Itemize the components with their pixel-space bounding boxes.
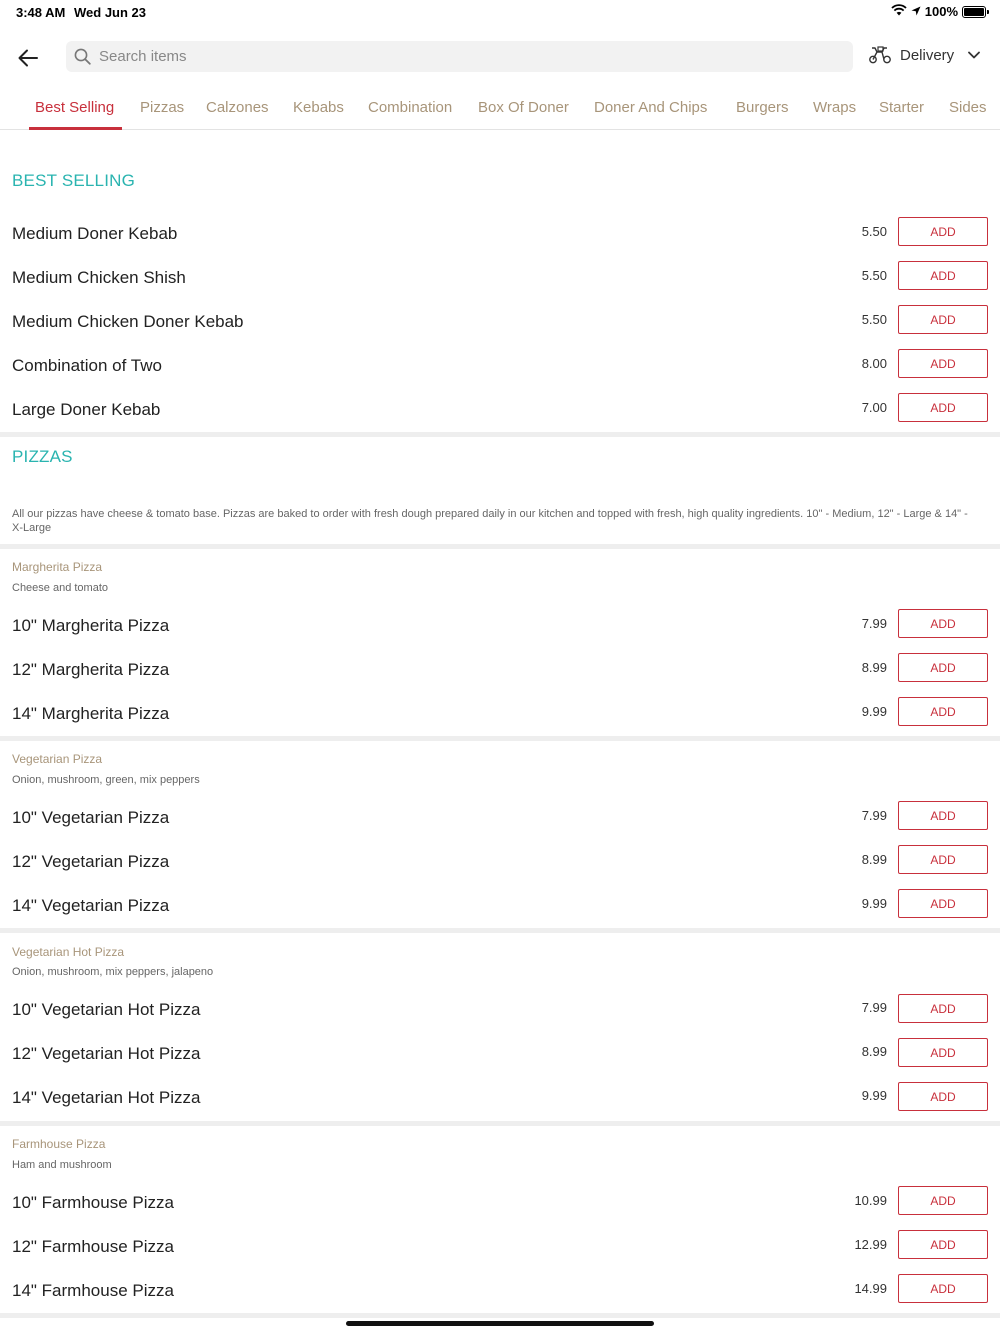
item-price: 5.50 [861, 268, 887, 283]
tab-pizzas[interactable]: Pizzas [140, 99, 185, 116]
delivery-label: Delivery [900, 46, 955, 64]
group-divider [0, 928, 1000, 933]
item-price: 7.00 [861, 400, 887, 415]
tab-starter[interactable]: Starter [879, 99, 925, 116]
item-name: 12" Farmhouse Pizza [12, 1237, 174, 1256]
group-subtitle: Onion, mushroom, mix peppers, jalapeno [12, 966, 214, 978]
item-name: 10" Margherita Pizza [12, 616, 170, 635]
item-name: 14" Farmhouse Pizza [12, 1281, 174, 1300]
add-button[interactable]: ADD [898, 801, 988, 830]
add-button[interactable]: ADD [898, 217, 988, 246]
tab-burgers[interactable]: Burgers [736, 99, 789, 116]
back-button[interactable] [14, 44, 42, 72]
active-tab-indicator [29, 127, 122, 130]
add-button[interactable]: ADD [898, 1230, 988, 1259]
group-subtitle: Ham and mushroom [12, 1159, 112, 1171]
item-name: 12" Vegetarian Pizza [12, 852, 170, 871]
add-button[interactable]: ADD [898, 994, 988, 1023]
tab-combination[interactable]: Combination [368, 99, 453, 116]
scooter-icon [868, 45, 892, 65]
tab-box-of-doner[interactable]: Box Of Doner [478, 99, 569, 116]
item-price: 5.50 [861, 312, 887, 327]
item-price: 9.99 [861, 896, 887, 911]
location-arrow-icon [911, 4, 921, 19]
status-date: Wed Jun 23 [74, 5, 147, 20]
item-name: 10" Vegetarian Hot Pizza [12, 1000, 201, 1019]
add-button[interactable]: ADD [898, 609, 988, 638]
item-price: 12.99 [854, 1237, 887, 1252]
wifi-icon [891, 4, 907, 19]
delivery-selector[interactable] [868, 45, 980, 65]
group-divider [0, 1313, 1000, 1318]
add-button[interactable]: ADD [898, 653, 988, 682]
item-price: 10.99 [854, 1193, 887, 1208]
item-price: 8.99 [861, 1044, 887, 1059]
section-title-pizzas: PIZZAS [12, 447, 73, 466]
group-title: Vegetarian Pizza [12, 752, 103, 766]
item-price: 5.50 [861, 224, 887, 239]
add-button[interactable]: ADD [898, 1186, 988, 1215]
item-name: 12" Margherita Pizza [12, 660, 170, 679]
add-button[interactable]: ADD [898, 393, 988, 422]
add-button[interactable]: ADD [898, 261, 988, 290]
item-price: 14.99 [854, 1281, 887, 1296]
item-name: 14" Margherita Pizza [12, 704, 170, 723]
item-price: 8.00 [861, 356, 887, 371]
group-title: Farmhouse Pizza [12, 1137, 106, 1151]
item-name: 12" Vegetarian Hot Pizza [12, 1044, 201, 1063]
add-button[interactable]: ADD [898, 1038, 988, 1067]
tab-sides[interactable]: Sides [949, 99, 987, 116]
status-right [891, 4, 986, 19]
tab-doner-and-chips[interactable]: Doner And Chips [594, 99, 708, 116]
search-input[interactable] [99, 48, 799, 65]
item-name: Medium Chicken Shish [12, 268, 186, 287]
item-name: 14" Vegetarian Hot Pizza [12, 1088, 201, 1107]
item-name: Medium Chicken Doner Kebab [12, 312, 244, 331]
section-divider [0, 432, 1000, 437]
search-icon [74, 48, 92, 66]
search-bar[interactable] [66, 41, 853, 72]
group-title: Margherita Pizza [12, 560, 103, 574]
item-price: 8.99 [861, 660, 887, 675]
tab-wraps[interactable]: Wraps [813, 99, 857, 116]
item-name: 10" Farmhouse Pizza [12, 1193, 174, 1212]
status-bar [0, 0, 1000, 24]
add-button[interactable]: ADD [898, 845, 988, 874]
tab-best-selling[interactable]: Best Selling [35, 99, 115, 116]
add-button[interactable]: ADD [898, 349, 988, 378]
pizzas-description: All our pizzas have cheese & tomato base. Pizzas are baked to order with fresh dough prepared daily in our kitchen and topped with fresh, high quality ingredients. 10" - Medium, 12" - Large & 14" - X-Large [12, 508, 968, 534]
item-name: Large Doner Kebab [12, 400, 161, 419]
category-tabs [0, 92, 1000, 130]
tab-kebabs[interactable]: Kebabs [293, 99, 344, 116]
tab-calzones[interactable]: Calzones [206, 99, 269, 116]
section-title-best-selling: BEST SELLING [12, 171, 136, 190]
add-button[interactable]: ADD [898, 1274, 988, 1303]
chevron-down-icon [968, 51, 980, 59]
battery-icon [962, 6, 986, 18]
item-name: 10" Vegetarian Pizza [12, 808, 170, 827]
item-name: Medium Doner Kebab [12, 224, 178, 243]
group-subtitle: Onion, mushroom, green, mix peppers [12, 774, 200, 786]
group-title: Vegetarian Hot Pizza [12, 945, 125, 959]
section-divider [0, 544, 1000, 549]
group-divider [0, 736, 1000, 741]
item-price: 7.99 [861, 808, 887, 823]
group-divider [0, 1121, 1000, 1126]
add-button[interactable]: ADD [898, 697, 988, 726]
top-bar [0, 36, 1000, 78]
item-price: 8.99 [861, 852, 887, 867]
add-button[interactable]: ADD [898, 889, 988, 918]
item-name: 14" Vegetarian Pizza [12, 896, 170, 915]
battery-percent: 100% [924, 4, 958, 19]
item-price: 7.99 [861, 1000, 887, 1015]
item-price: 7.99 [861, 616, 887, 631]
add-button[interactable]: ADD [898, 305, 988, 334]
group-subtitle: Cheese and tomato [12, 582, 109, 594]
back-arrow-icon [18, 49, 38, 67]
item-price: 9.99 [861, 704, 887, 719]
item-price: 9.99 [861, 1088, 887, 1103]
home-indicator [346, 1321, 654, 1326]
status-time: 3:48 AM [16, 5, 66, 20]
add-button[interactable]: ADD [898, 1082, 988, 1111]
item-name: Combination of Two [12, 356, 162, 375]
